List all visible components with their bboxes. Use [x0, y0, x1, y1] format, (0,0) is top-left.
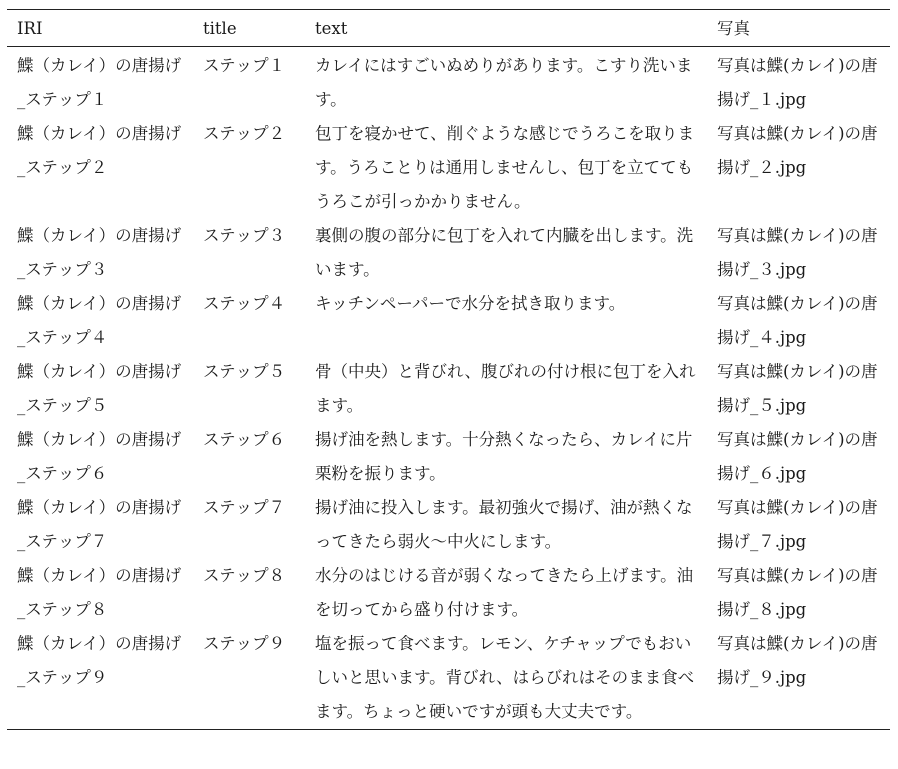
table-row [7, 559, 890, 627]
cell-text: 水分のはじける音が弱くなってきたら上げます。油を切ってから盛り付けます。 [315, 566, 694, 619]
table-row [7, 47, 890, 118]
table-row [7, 219, 890, 287]
cell-iri: 鰈（カレイ）の唐揚げ_ステップ４ [17, 294, 182, 347]
cell-title: ステップ３ [203, 226, 286, 245]
cell-photo: 写真は鰈(カレイ)の唐揚げ_３.jpg [717, 226, 878, 279]
table-row [7, 423, 890, 491]
cell-title: ステップ６ [203, 430, 286, 449]
table-body [7, 47, 890, 730]
cell-iri: 鰈（カレイ）の唐揚げ_ステップ１ [17, 56, 182, 109]
cell-text: 骨（中央）と背びれ、腹びれの付け根に包丁を入れます。 [315, 362, 696, 415]
cell-title: ステップ１ [203, 56, 286, 75]
cell-photo: 写真は鰈(カレイ)の唐揚げ_２.jpg [717, 124, 878, 177]
cell-photo: 写真は鰈(カレイ)の唐揚げ_６.jpg [717, 430, 878, 483]
cell-text: 包丁を寝かせて、削ぐような感じでうろこを取ります。うろことりは通用しませんし、包丁を立ててもうろこが引っかかりません。 [315, 124, 695, 211]
table-row [7, 491, 890, 559]
cell-title: ステップ４ [203, 294, 286, 313]
cell-text: 揚げ油に投入します。最初強火で揚げ、油が熱くなってきたら弱火〜中火にします。 [315, 498, 693, 551]
cell-text: カレイにはすごいぬめりがあります。こすり洗います。 [315, 56, 693, 109]
table-row [7, 287, 890, 355]
cell-title: ステップ７ [203, 498, 286, 517]
cell-iri: 鰈（カレイ）の唐揚げ_ステップ７ [17, 498, 182, 551]
cell-photo: 写真は鰈(カレイ)の唐揚げ_４.jpg [717, 294, 878, 347]
cell-title: ステップ８ [203, 566, 286, 585]
cell-photo: 写真は鰈(カレイ)の唐揚げ_８.jpg [717, 566, 878, 619]
header-row [7, 10, 890, 47]
cell-iri: 鰈（カレイ）の唐揚げ_ステップ３ [17, 226, 182, 279]
cell-text: 塩を振って食べます。レモン、ケチャップでもおいしいと思います。背びれ、はらびれはそのまま食べます。ちょっと硬いですが頭も大丈夫です。 [315, 634, 695, 721]
cell-title: ステップ２ [203, 124, 286, 143]
table-row [7, 117, 890, 219]
cell-text: キッチンペーパーで水分を拭き取ります。 [315, 294, 626, 313]
table-row [7, 355, 890, 423]
cell-photo: 写真は鰈(カレイ)の唐揚げ_５.jpg [717, 362, 878, 415]
header-title: title [203, 19, 237, 38]
cell-photo: 写真は鰈(カレイ)の唐揚げ_１.jpg [717, 56, 878, 109]
cell-photo: 写真は鰈(カレイ)の唐揚げ_９.jpg [717, 634, 878, 687]
cell-iri: 鰈（カレイ）の唐揚げ_ステップ８ [17, 566, 182, 619]
cell-title: ステップ５ [203, 362, 286, 381]
header-photo: 写真 [717, 19, 750, 38]
cell-iri: 鰈（カレイ）の唐揚げ_ステップ５ [17, 362, 182, 415]
header-text: text [315, 19, 348, 38]
cell-text: 揚げ油を熱します。十分熱くなったら、カレイに片栗粉を振ります。 [315, 430, 693, 483]
cell-iri: 鰈（カレイ）の唐揚げ_ステップ２ [17, 124, 182, 177]
cell-iri: 鰈（カレイ）の唐揚げ_ステップ６ [17, 430, 182, 483]
recipe-steps-table [7, 9, 890, 730]
table-row [7, 627, 890, 730]
cell-photo: 写真は鰈(カレイ)の唐揚げ_７.jpg [717, 498, 878, 551]
cell-title: ステップ９ [203, 634, 286, 653]
header-iri: IRI [17, 19, 43, 38]
table-header [7, 10, 890, 47]
cell-text: 裏側の腹の部分に包丁を入れて内臓を出します。洗います。 [315, 226, 694, 279]
cell-iri: 鰈（カレイ）の唐揚げ_ステップ９ [17, 634, 182, 687]
